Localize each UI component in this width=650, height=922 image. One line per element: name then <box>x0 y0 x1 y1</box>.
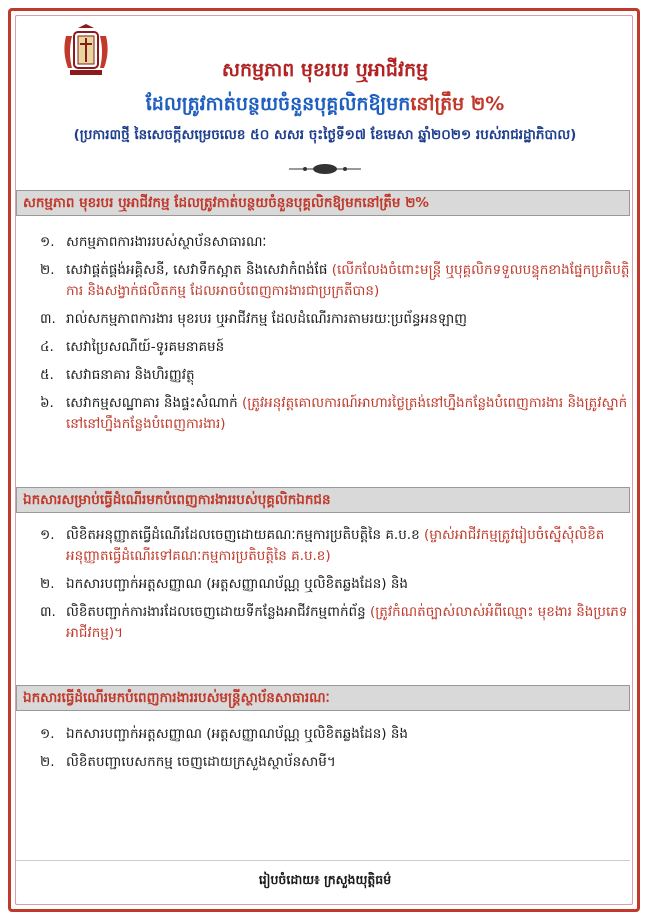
list-item <box>40 574 630 595</box>
item-note: (លើកលែងចំពោះមន្ត្រី ឬបុគ្គលិកទទួលបន្ទុកខាងផ្នែកប្រតិបត្តិការ និងសង្វាក់ផលិតកម្ម ដែលអាចបំពេញការងារជាប្រក្រតីបាន) <box>66 262 630 299</box>
list-item <box>40 602 630 644</box>
item-note: (ត្រូវកំណត់ច្បាស់លាស់អំពីឈ្មោះ មុខងារ និងប្រភេទអាជីវកម្ម)។ <box>66 604 628 641</box>
item-text: សេវាប្រៃសណីយ៍-ទូរគមនាគមន៍ <box>66 339 225 355</box>
item-text: លិខិតអនុញ្ញាតធ្វើដំណើរដែលចេញដោយគណៈកម្មការប្រតិបត្តិនៃ គ.ប.ខ <box>66 527 420 543</box>
item-text: លិខិតបញ្ជាក់ការងារដែលចេញដោយទីកន្លែងអាជីវកម្មពាក់ព័ន្ធ <box>66 604 366 620</box>
section-heading-2-percent: សកម្មភាព មុខរបរ ឬអាជីវកម្ម ដែលត្រូវកាត់បន្ថយចំនួនបុគ្គលិកឱ្យមកនៅត្រឹម ២% <box>16 190 630 216</box>
list-item <box>40 337 630 358</box>
subtitle-reference: (ប្រការ៣ថ្មី នៃសេចក្តីសម្រេចលេខ ៥០ សសរ ចុះថ្ងៃទី១៧ ខែមេសា ឆ្នាំ២០២១ របស់រាជរដ្ឋាភិបាល) <box>73 127 577 143</box>
item-text: សេវាធនាគារ និងហិរញ្ញវត្ថុ <box>66 367 195 383</box>
item-number: ៦. <box>40 395 54 411</box>
list-item <box>40 752 630 773</box>
item-number: ៣. <box>40 604 56 620</box>
section-heading-public-officials-documents: ឯកសារធ្វើដំណើរមកបំពេញការងាររបស់មន្ត្រីស្ថាប័នសាធារណៈ <box>16 685 630 711</box>
item-text: សកម្មភាពការងាររបស់ស្ថាប័នសាធារណៈ <box>66 234 267 250</box>
section-2-list <box>40 525 630 651</box>
title-line-2 <box>0 92 650 120</box>
item-note: (ត្រូវអនុវត្តគោលការណ៍អាហារថ្ងៃត្រង់នៅហ្នឹងកន្លែងបំពេញការងារ និងត្រូវស្នាក់នៅនៅហ្នឹងកន្លែងបំពេញការងារ) <box>66 395 628 432</box>
list-item <box>40 232 630 253</box>
list-item <box>40 309 630 330</box>
item-text: សេវាកម្មសណ្ឋាគារ និងផ្ទះសំណាក់ <box>66 395 238 411</box>
item-note: (ម្ចាស់អាជីវកម្មត្រូវរៀបចំស្នើសុំលិខិតអនុញ្ញាតធ្វើដំណើរទៅគណៈកម្មការប្រតិបត្តិនៃ គ.ប.ខ) <box>66 527 605 564</box>
title-line-1: សកម្មភាព មុខរបរ ឬអាជីវកម្ម <box>221 59 429 81</box>
section-heading-private-staff-documents: ឯកសារសម្រាប់ធ្វើដំណើរមកបំពេញការងាររបស់បុគ្គលិកឯកជន <box>16 487 630 513</box>
section-3-list <box>40 724 630 780</box>
item-text: ឯកសារបញ្ជាក់អត្តសញ្ញាណ (អត្តសញ្ញាណប័ណ្ណ ឬលិខិតឆ្លងដែន) និង <box>66 726 408 742</box>
list-item <box>40 393 630 435</box>
footer-prepared-by: រៀបចំដោយ៖ ក្រសួងយុត្តិធម៌ <box>258 872 392 887</box>
item-number: ១. <box>40 234 55 250</box>
item-number: ២. <box>40 754 55 770</box>
item-number: ១. <box>40 726 55 742</box>
section-1-list <box>40 232 630 442</box>
item-text: ឯកសារបញ្ជាក់អត្តសញ្ញាណ (អត្តសញ្ញាណប័ណ្ណ ឬលិខិតឆ្លងដែន) និង <box>66 576 408 592</box>
item-number: ២. <box>40 262 55 278</box>
footer-divider <box>16 860 630 861</box>
item-number: ១. <box>40 527 55 543</box>
item-text: រាល់សកម្មភាពការងារ មុខរបរ ឬអាជីវកម្ម ដែលដំណើរការតាមរយៈប្រព័ន្ធអនឡាញ <box>66 311 468 327</box>
list-item <box>40 724 630 745</box>
item-text: សេវាផ្គត់ផ្គង់អគ្គិសនី, សេវាទឹកស្អាត និងសេវាកំពង់ផែ <box>66 262 328 278</box>
list-item <box>40 260 630 302</box>
item-number: ៣. <box>40 311 56 327</box>
title-line-2-highlight: នៅត្រឹម ២% <box>410 93 505 115</box>
item-text: លិខិតបញ្ជាបេសកកម្ម ចេញដោយក្រសួងស្ថាប័នសាមី។ <box>66 754 336 770</box>
item-number: ៤. <box>40 339 54 355</box>
divider-ornament-icon <box>285 160 365 178</box>
item-number: ៥. <box>40 367 54 383</box>
item-number: ២. <box>40 576 55 592</box>
title-line-2-prefix: ដែលត្រូវកាត់បន្ថយចំនួនបុគ្គលិកឱ្យមក <box>145 93 411 115</box>
list-item <box>40 525 630 567</box>
list-item <box>40 365 630 386</box>
